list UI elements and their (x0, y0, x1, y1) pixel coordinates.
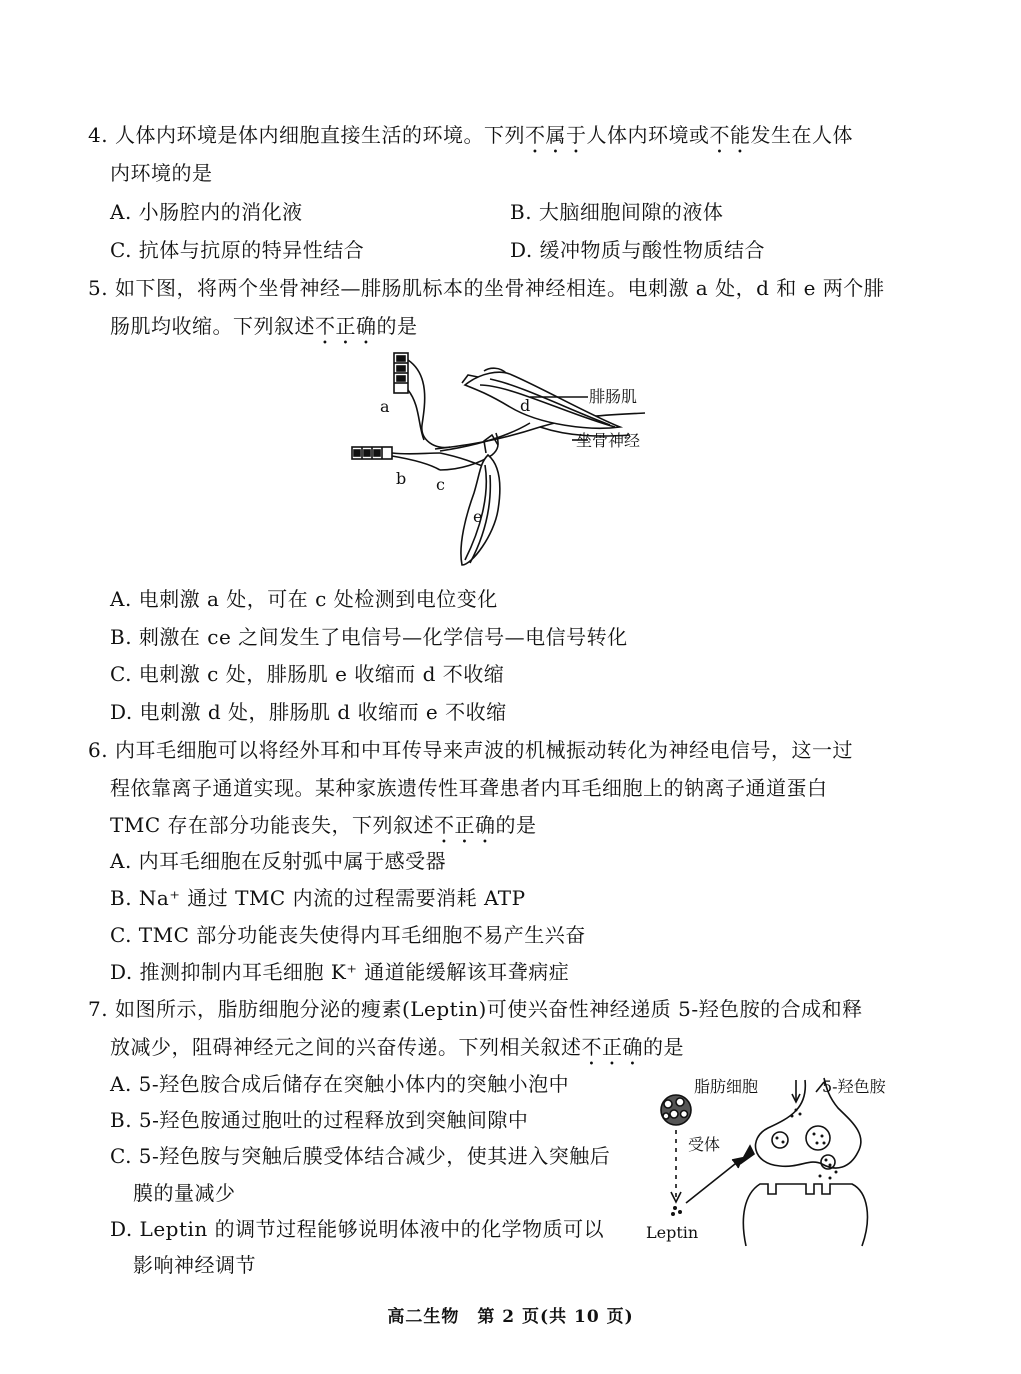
q5-stem-text: 的是 (376, 314, 418, 338)
q5-stem-text: 肠肌均收缩。下列叙述 (110, 314, 315, 338)
q7-option-b: B. 5-羟色胺通过胞吐的过程释放到突触间隙中 (110, 1108, 529, 1132)
q4-option-d: D. 缓冲物质与酸性物质结合 (510, 238, 766, 262)
q6-option-a: A. 内耳毛细胞在反射弧中属于感受器 (110, 849, 447, 873)
q5-option-d: D. 电刺激 d 处，腓肠肌 d 收缩而 e 不收缩 (110, 700, 507, 724)
q7-synapse-figure (640, 1068, 915, 1253)
q6-stem-line2: 程依靠离子通道实现。某种家族遗传性耳聋患者内耳毛细胞上的钠离子通道蛋白 (110, 776, 828, 800)
q7-stem-text: 放减少，阻碍神经元之间的兴奋传递。下列相关叙述 (110, 1035, 582, 1059)
q4-stem-line1 (88, 122, 853, 158)
vesicle (772, 1132, 788, 1148)
q7-option-a: A. 5-羟色胺合成后储存在突触小体内的突触小泡中 (110, 1072, 570, 1096)
label-b: b (396, 469, 407, 488)
leptin-arrow (686, 1160, 740, 1203)
label-sciatic-nerve: 坐骨神经 (576, 431, 641, 450)
q4-stem-text: 4. 人体内环境是体内细胞直接生活的环境。下列 (88, 123, 525, 147)
q5-option-c: C. 电刺激 c 处，腓肠肌 e 收缩而 d 不收缩 (110, 662, 505, 686)
q5-nerve-muscle-figure (340, 345, 680, 575)
q5-stem-line2 (110, 313, 418, 349)
q5-stem-line1: 5. 如下图，将两个坐骨神经—腓肠肌标本的坐骨神经相连。电刺激 a 处，d 和 e 两个腓 (88, 276, 885, 300)
leptin-molecules (671, 1206, 682, 1216)
q5-option-b: B. 刺激在 ce 之间发生了电信号—化学信号—电信号转化 (110, 625, 628, 649)
q4-stem-text: 人体内环境或 (586, 123, 710, 147)
q6-stem-text: 的是 (495, 813, 537, 837)
q6-option-d: D. 推测抑制内耳毛细胞 K⁺ 通道能缓解该耳聋病症 (110, 960, 570, 984)
postsynaptic-membrane (743, 1184, 867, 1246)
q7-stem-line2 (110, 1034, 684, 1070)
label-leptin: Leptin (646, 1223, 699, 1242)
q4-emphasis-not-belong: 不属于 (524, 123, 587, 147)
q6-option-b: B. Na⁺ 通过 TMC 内流的过程需要消耗 ATP (110, 886, 526, 910)
nerve-b (392, 453, 440, 454)
q7-stem-line1: 7. 如图所示，脂肪细胞分泌的瘦素(Leptin)可使兴奋性神经递质 5-羟色胺的合成和释 (88, 997, 863, 1021)
q6-stem-line3 (110, 812, 536, 848)
vesicle (806, 1126, 830, 1150)
q7-option-c-line2: 膜的量减少 (133, 1181, 236, 1205)
label-5-ht: 5-羟色胺 (822, 1077, 886, 1096)
q7-option-d-line2: 影响神经调节 (133, 1253, 256, 1277)
q4-stem-text: 发生在人体 (750, 123, 853, 147)
q5-emphasis-incorrect: 不正确 (315, 314, 377, 338)
q7-emphasis-incorrect: 不正确 (581, 1035, 643, 1059)
q4-option-b: B. 大脑细胞间隙的液体 (510, 200, 724, 224)
q6-option-c: C. TMC 部分功能丧失使得内耳毛细胞不易产生兴奋 (110, 923, 586, 947)
label-e: e (473, 507, 483, 526)
q6-emphasis-incorrect: 不正确 (433, 813, 496, 837)
q4-emphasis-cannot: 不能 (709, 123, 751, 147)
fat-cell-icon (661, 1095, 691, 1125)
label-a: a (380, 397, 390, 416)
label-receptor: 受体 (688, 1135, 721, 1154)
q5-option-a: A. 电刺激 a 处，可在 c 处检测到电位变化 (110, 587, 498, 611)
q6-stem-text: TMC 存在部分功能丧失，下列叙述 (110, 813, 434, 837)
nerve-a (408, 360, 450, 448)
q7-option-c-line1: C. 5-羟色胺与突触后膜受体结合减少，使其进入突触后 (110, 1144, 611, 1168)
label-gastrocnemius: 腓肠肌 (589, 387, 638, 406)
q6-stem-line1: 6. 内耳毛细胞可以将经外耳和中耳传导来声波的机械振动转化为神经电信号，这一过 (88, 738, 853, 762)
q4-option-a: A. 小肠腔内的消化液 (110, 200, 303, 224)
page-footer: 高二生物 第 2 页(共 10 页) (387, 1307, 634, 1327)
q4-stem-line2: 内环境的是 (110, 161, 213, 185)
label-d: d (520, 396, 531, 415)
q4-option-c: C. 抗体与抗原的特异性结合 (110, 238, 365, 262)
label-fat-cell: 脂肪细胞 (694, 1077, 759, 1096)
q7-option-d-line1: D. Leptin 的调节过程能够说明体液中的化学物质可以 (110, 1217, 605, 1241)
receptor-icon (740, 1146, 754, 1164)
label-c: c (436, 475, 445, 494)
q7-stem-text: 的是 (643, 1035, 684, 1059)
